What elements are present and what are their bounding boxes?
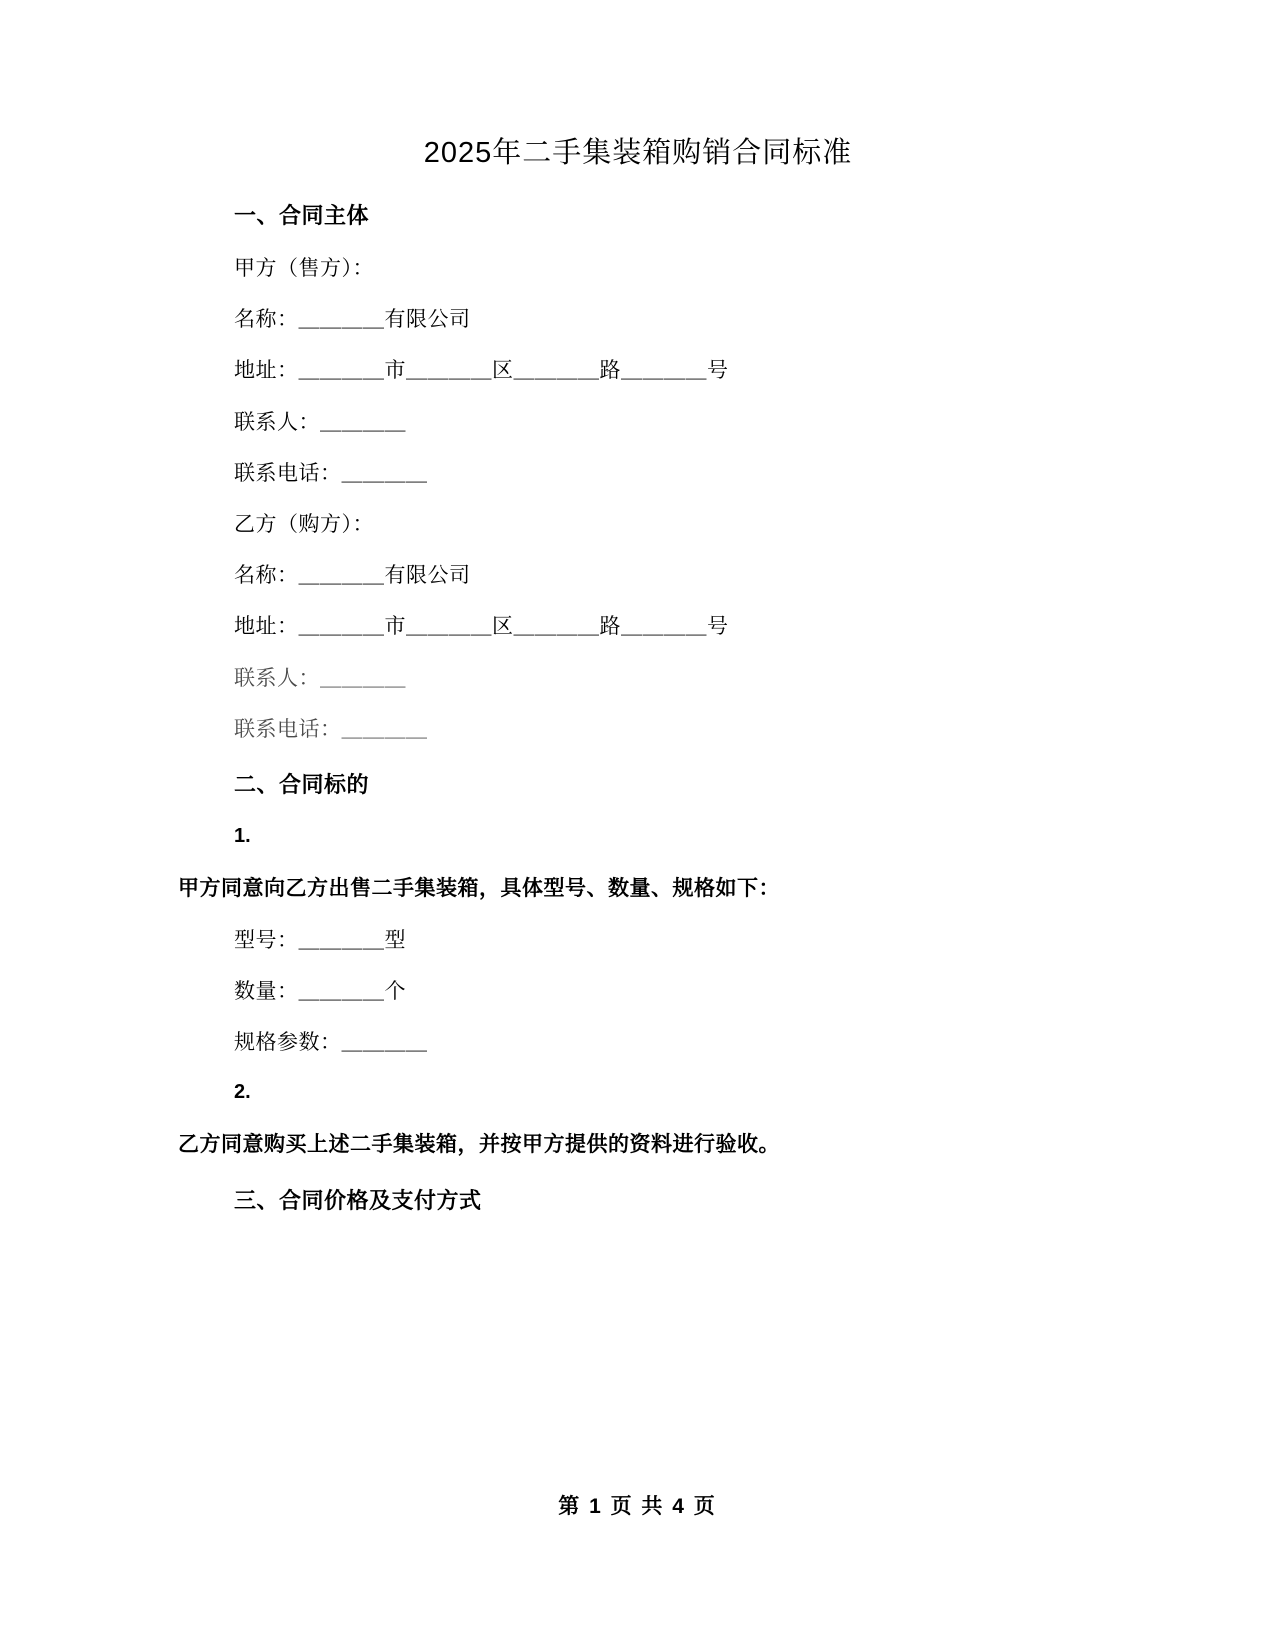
party-b-address: 地址：＿＿＿＿市＿＿＿＿区＿＿＿＿路＿＿＿＿号 bbox=[234, 614, 729, 639]
section-heading-contract-subject: 二、合同标的 bbox=[234, 771, 370, 797]
spec-model: 型号：＿＿＿＿型 bbox=[234, 927, 406, 952]
party-a-address: 地址：＿＿＿＿市＿＿＿＿区＿＿＿＿路＿＿＿＿号 bbox=[234, 358, 729, 383]
subject-paragraph-1: 甲方同意向乙方出售二手集装箱，具体型号、数量、规格如下： bbox=[178, 876, 780, 900]
document-body bbox=[178, 130, 1098, 1241]
list-item-number-2: 2. bbox=[234, 1081, 251, 1104]
party-b-contact-person: 联系人：＿＿＿＿ bbox=[234, 665, 406, 690]
page-footer: 第 1 页 共 4 页 bbox=[558, 1495, 717, 1518]
party-b-phone: 联系电话：＿＿＿＿ bbox=[234, 716, 428, 741]
party-b-label: 乙方（购方）： bbox=[234, 511, 374, 536]
party-a-name: 名称：＿＿＿＿有限公司 bbox=[234, 307, 471, 332]
party-b-name: 名称：＿＿＿＿有限公司 bbox=[234, 563, 471, 588]
spec-quantity: 数量：＿＿＿＿个 bbox=[234, 979, 406, 1004]
subject-paragraph-2: 乙方同意购买上述二手集装箱，并按甲方提供的资料进行验收。 bbox=[178, 1133, 780, 1157]
party-a-contact-person: 联系人：＿＿＿＿ bbox=[234, 409, 406, 434]
party-a-phone: 联系电话：＿＿＿＿ bbox=[234, 460, 428, 485]
list-item-number-1: 1. bbox=[234, 824, 251, 847]
section-heading-price-and-payment: 三、合同价格及支付方式 bbox=[234, 1188, 482, 1214]
section-heading-contract-parties: 一、合同主体 bbox=[234, 203, 370, 228]
page-title: 2025年二手集装箱购销合同标准 bbox=[423, 137, 853, 169]
party-a-label: 甲方（售方）： bbox=[234, 256, 374, 280]
spec-parameters: 规格参数：＿＿＿＿ bbox=[234, 1030, 428, 1055]
